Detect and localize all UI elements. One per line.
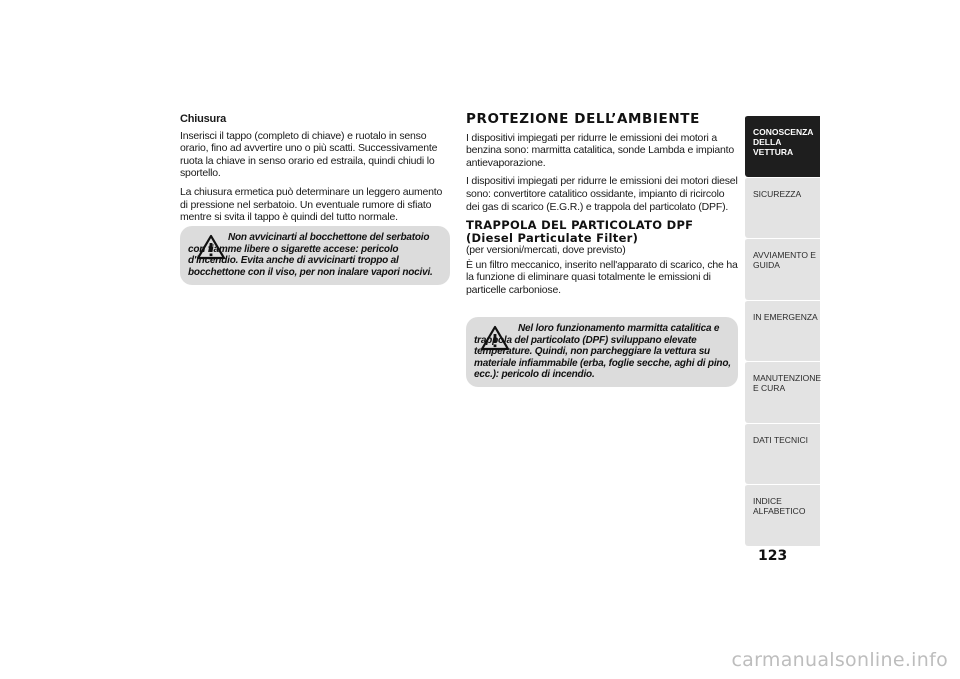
subtitle-dpf: TRAPPOLA DEL PARTICOLATO DPF — [466, 218, 694, 233]
warning-box-dpf — [466, 317, 738, 387]
tab-dati-tecnici[interactable]: DATI TECNICI — [745, 423, 820, 485]
tab-in-emergenza[interactable]: IN EMERGENZA — [745, 300, 820, 362]
paragraph: La chiusura ermetica può determinare un leggero aumento di pressione nel serbatoio. Un eventuale rumore di sfiato mentre si svita il tappo è quindi del tutto normale. — [180, 185, 443, 224]
section-title-protezione-ambiente: PROTEZIONE DELL’AMBIENTE — [466, 111, 700, 127]
chapter-tabs — [745, 115, 820, 546]
watermark: carmanualsonline.info — [731, 649, 948, 671]
middle-column — [466, 113, 740, 303]
version-note: (per versioni/mercati, dove previsto) — [466, 244, 626, 257]
warning-box-fuel-cap — [180, 226, 450, 285]
warning-text: Non avvicinarti al bocchettone del serbatoio con fiamme libere o sigarette accese: pericolo d'incendio. Evita anche di avvicinarti troppo al bocchettone con il viso, per non inalare vapori nocivi. — [188, 232, 433, 278]
page-number: 123 — [758, 548, 788, 564]
tab-sicurezza[interactable]: SICUREZZA — [745, 177, 820, 239]
tab-conoscenza-vettura[interactable]: CONOSCENZA DELLA VETTURA — [745, 115, 820, 177]
left-column — [180, 113, 452, 230]
tab-indice-alfabetico[interactable]: INDICE ALFABETICO — [745, 484, 820, 546]
paragraph: È un filtro meccanico, inserito nell'apparato di scarico, che ha la funzione di eliminare quasi totalmente le emissioni di particelle carboniose. — [466, 258, 738, 296]
tab-avviamento-guida[interactable]: AVVIAMENTO E GUIDA — [745, 238, 820, 300]
section-heading-chiusura: Chiusura — [180, 113, 227, 125]
paragraph: I dispositivi impiegati per ridurre le emissioni dei motori a benzina sono: marmitta catalitica, sonde Lambda e impianto antievaporazione. — [466, 131, 734, 169]
paragraph: Inserisci il tappo (completo di chiave) e ruotalo in senso orario, fino ad avvertire uno o più scatti. Successivamente ruota la chiave in senso orario ed estraila, quindi chiudi lo sportello. — [180, 129, 438, 180]
paragraph: I dispositivi impiegati per ridurre le emissioni dei motori diesel sono: convertitore catalitico ossidante, impianto di ricircolo dei gas di scarico (E.G.R.) e trappola del particolato (DPF). — [466, 175, 738, 213]
warning-text: Nel loro funzionamento marmitta catalitica e trappola del particolato (DPF) sviluppano elevate temperature. Quindi, non parcheggiare la vettura su materiale infiammabile (erba, foglie secche, aghi di pino, ecc.): pericolo di incendio. — [474, 323, 731, 380]
subtitle-dpf-full-name: (Diesel Particulate Filter) — [466, 230, 639, 245]
tab-manutenzione-cura[interactable]: MANUTENZIONE E CURA — [745, 361, 820, 423]
